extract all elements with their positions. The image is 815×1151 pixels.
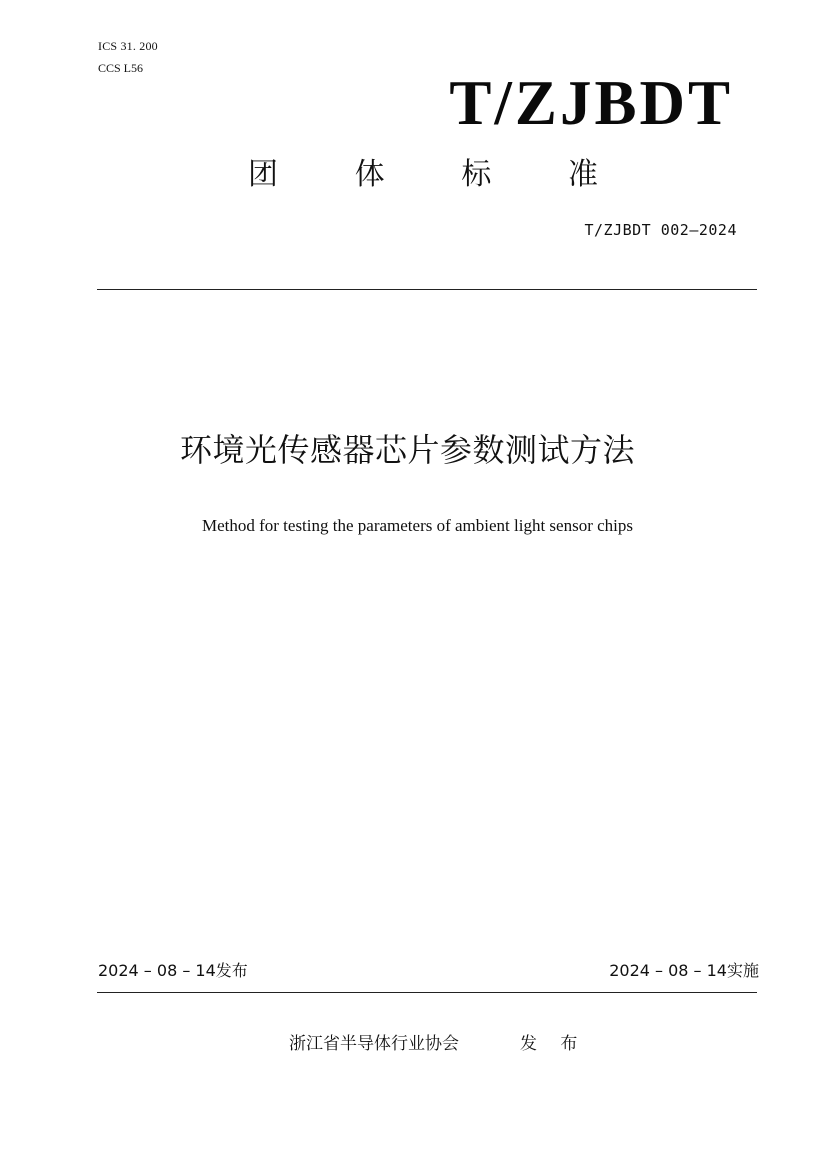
issue-date: 2024 – 08 – 14发布: [98, 961, 248, 980]
standard-type-char: 准: [567, 157, 598, 192]
ccs-code: CCS L56: [98, 61, 144, 75]
ics-code: ICS 31. 200: [98, 39, 158, 53]
standard-type-heading: [248, 157, 598, 193]
header-divider: [97, 289, 757, 290]
standard-type-char: 标: [461, 157, 492, 192]
footer-divider: [97, 992, 757, 993]
publish-label: 发 布: [520, 1034, 587, 1054]
standard-code-logo: T/ZJBDT: [449, 68, 733, 138]
standard-number: T/ZJBDT 002—2024: [584, 221, 737, 239]
effective-date: 2024 – 08 – 14实施: [609, 961, 759, 980]
document-title-cn: 环境光传感器芯片参数测试方法: [179, 431, 635, 469]
publisher-name: 浙江省半导体行业协会: [289, 1034, 459, 1054]
standard-type-char: 体: [354, 157, 385, 192]
standard-type-char: 团: [248, 157, 278, 192]
document-title-en: Method for testing the parameters of ambient light sensor chips: [201, 516, 634, 535]
